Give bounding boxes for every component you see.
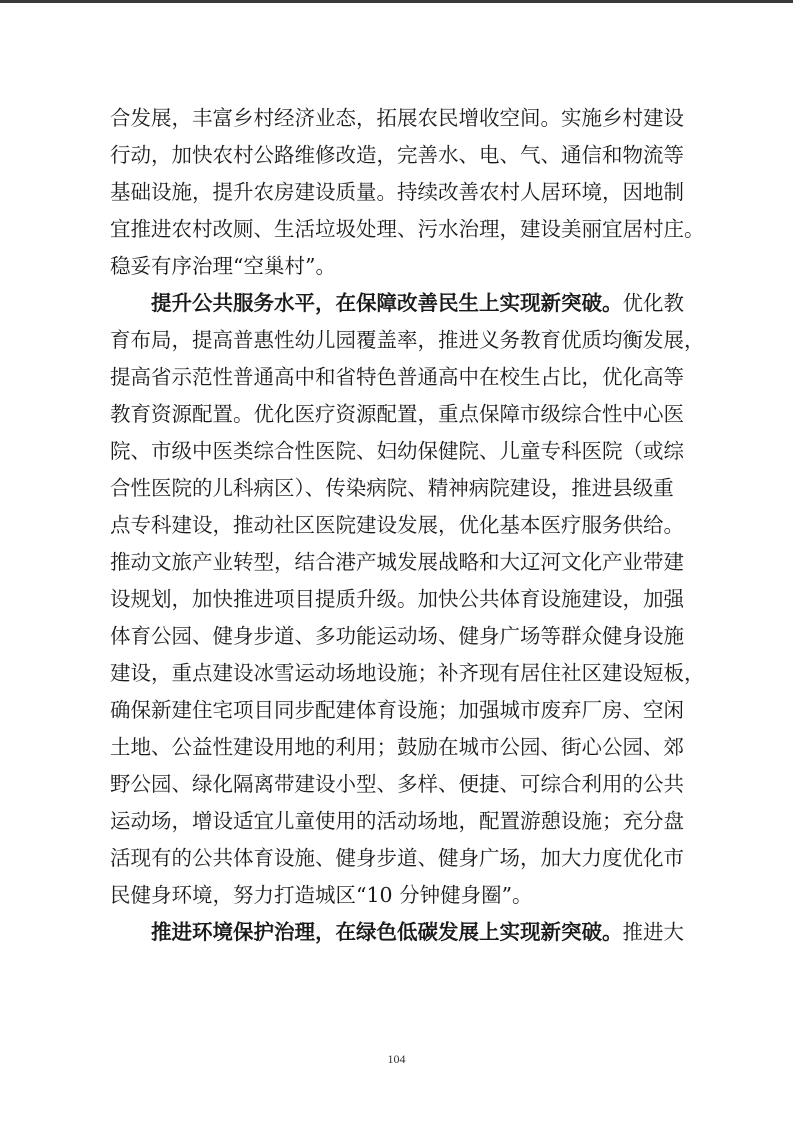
page-number: 104 xyxy=(387,1052,406,1066)
text-line xyxy=(110,840,684,877)
text-line xyxy=(110,137,684,174)
line-text: 稳妥有序治理“空巢村”。 xyxy=(110,254,336,278)
text-line xyxy=(110,174,684,211)
text-line xyxy=(110,433,684,470)
line-text: 野公园、绿化隔离带建设小型、多样、便捷、可综合利用的公共 xyxy=(110,772,684,796)
text-line xyxy=(110,322,705,359)
line-text: 优化教 xyxy=(622,291,684,315)
text-line xyxy=(110,544,684,581)
line-text: 活现有的公共体育设施、健身步道、健身广场，加大力度优化市 xyxy=(110,846,684,870)
text-line xyxy=(110,729,684,766)
paragraph-start-line xyxy=(110,285,684,322)
line-text: 合发展，丰富乡村经济业态，拓展农民增收空间。实施乡村建设 xyxy=(110,106,684,130)
body-text xyxy=(110,100,705,951)
paragraph-start-line xyxy=(110,914,684,951)
text-line xyxy=(110,507,684,544)
text-line xyxy=(110,877,670,914)
text-line xyxy=(110,766,684,803)
line-text: 点专科建设，推动社区医院建设发展，优化基本医疗服务供给。 xyxy=(110,513,684,537)
text-line xyxy=(110,655,705,692)
text-line xyxy=(110,211,705,248)
line-text: 育布局，提高普惠性幼儿园覆盖率，推进义务教育优质均衡发展， xyxy=(110,328,705,352)
line-text: 运动场，增设适宜儿童使用的活动场地，配置游憩设施；充分盘 xyxy=(110,809,684,833)
text-line xyxy=(110,396,684,433)
text-line xyxy=(110,803,684,840)
text-line xyxy=(110,618,684,655)
top-border-rule xyxy=(0,0,793,3)
line-text: 民健身环境，努力打造城区“10 分钟健身圈”。 xyxy=(110,883,533,907)
line-text: 教育资源配置。优化医疗资源配置，重点保障市级综合性中心医 xyxy=(110,402,684,426)
line-text: 行动，加快农村公路维修改造，完善水、电、气、通信和物流等 xyxy=(110,143,684,167)
line-text: 推进大 xyxy=(622,920,684,944)
text-line xyxy=(110,692,684,729)
text-line xyxy=(110,581,684,618)
line-text: 推动文旅产业转型，结合港产城发展战略和大辽河文化产业带建 xyxy=(110,550,684,574)
text-line xyxy=(110,359,684,396)
line-text: 体育公园、健身步道、多功能运动场、健身广场等群众健身设施 xyxy=(110,624,684,648)
line-text: 基础设施，提升农房建设质量。持续改善农村人居环境，因地制 xyxy=(110,180,684,204)
line-text: 提高省示范性普通高中和省特色普通高中在校生占比，优化高等 xyxy=(110,365,684,389)
bold-heading-text: 提升公共服务水平，在保障改善民生上实现新突破。 xyxy=(151,291,623,315)
text-line xyxy=(110,100,684,137)
line-text: 设规划，加快推进项目提质升级。加快公共体育设施建设，加强 xyxy=(110,587,684,611)
text-line xyxy=(110,248,670,285)
line-text: 院、市级中医类综合性医院、妇幼保健院、儿童专科医院（或综 xyxy=(110,439,684,463)
line-text: 建设，重点建设冰雪运动场地设施；补齐现有居住社区建设短板， xyxy=(110,661,705,685)
line-text: 确保新建住宅项目同步配建体育设施；加强城市废弃厂房、空闲 xyxy=(110,698,684,722)
line-text: 土地、公益性建设用地的利用；鼓励在城市公园、街心公园、郊 xyxy=(110,735,684,759)
bold-heading-text: 推进环境保护治理，在绿色低碳发展上实现新突破。 xyxy=(151,920,623,944)
line-text: 宜推进农村改厕、生活垃圾处理、污水治理，建设美丽宜居村庄。 xyxy=(110,217,705,241)
text-line xyxy=(110,470,674,507)
line-text: 合性医院的儿科病区）、传染病院、精神病院建设，推进县级重 xyxy=(110,476,674,500)
